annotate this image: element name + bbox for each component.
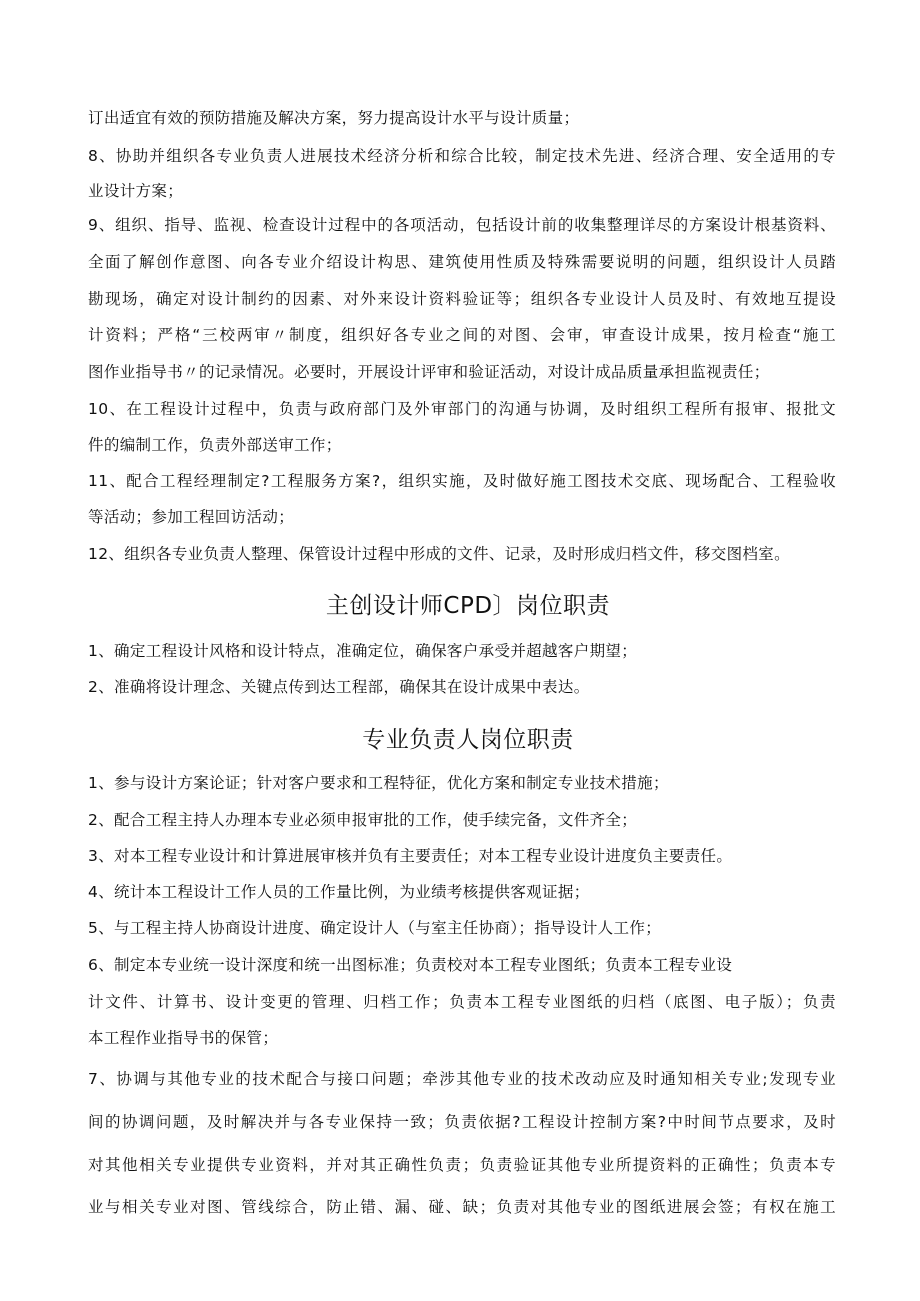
text-line: 2、准确将设计理念、关键点传到达工程部，确保其在设计成果中表达。 xyxy=(88,678,590,696)
section-title-cpd: 主创设计师CPD〕岗位职责 xyxy=(325,593,611,619)
section-title-discipline-lead: 专业负责人岗位职责 xyxy=(362,727,574,753)
text-line: 6、制定本专业统一设计深度和统一出图标准；负责校对本工程专业图纸；负责本工程专业设 xyxy=(88,956,733,974)
text-line: 勘现场，确定对设计制约的因素、对外来设计资料验证等；组织各专业设计人员及时、有效地互提设 xyxy=(88,290,836,308)
text-line: 2、配合工程主持人办理本专业必须申报审批的工作，使手续完备，文件齐全； xyxy=(88,811,638,829)
text-line: 等活动；参加工程回访活动； xyxy=(88,508,295,526)
text-line: 11、配合工程经理制定?工程服务方案?，组织实施，及时做好施工图技术交底、现场配合、工程验收 xyxy=(88,472,836,490)
text-line: 图作业指导书〃的记录情况。必要时，开展设计评审和验证活动，对设计成品质量承担监视责任； xyxy=(88,363,770,381)
text-line: 12、组织各专业负责人整理、保管设计过程中形成的文件、记录，及时形成归档文件，移交图档室。 xyxy=(88,545,790,563)
text-line: 计文件、计算书、设计变更的管理、归档工作；负责本工程专业图纸的归档（底图、电子版）；负责 xyxy=(88,993,836,1011)
text-line: 业与相关专业对图、管线综合，防止错、漏、碰、缺；负责对其他专业的图纸进展会签；有权在施工 xyxy=(88,1198,836,1216)
text-line: 7、协调与其他专业的技术配合与接口问题；牵涉其他专业的技术改动应及时通知相关专业;发现专业 xyxy=(88,1070,836,1088)
text-line: 8、协助并组织各专业负责人进展技术经济分析和综合比较，制定技术先进、经济合理、安全适用的专 xyxy=(88,147,836,165)
text-line: 9、组织、指导、监视、检查设计过程中的各项活动，包括设计前的收集整理详尽的方案设计根基资料、 xyxy=(88,216,836,234)
text-line: 本工程作业指导书的保管； xyxy=(88,1029,279,1047)
text-line: 对其他相关专业提供专业资料，并对其正确性负责；负责验证其他专业所提资料的正确性；负责本专 xyxy=(88,1156,836,1174)
text-line: 10、在工程设计过程中，负责与政府部门及外审部门的沟通与协调，及时组织工程所有报审、报批文 xyxy=(88,400,836,418)
text-line: 全面了解创作意图、向各专业介绍设计构思、建筑使用性质及特殊需要说明的问题，组织设计人员踏 xyxy=(88,253,836,271)
text-line: 业设计方案； xyxy=(88,182,184,200)
text-line: 1、参与设计方案论证；针对客户要求和工程特征，优化方案和制定专业技术措施； xyxy=(88,774,669,792)
text-line: 订出适宜有效的预防措施及解决方案，努力提高设计水平与设计质量； xyxy=(88,109,580,127)
text-line: 件的编制工作，负责外部送审工作； xyxy=(88,436,342,454)
text-line: 计资料；严格“三校两审〃制度，组织好各专业之间的对图、会审，审查设计成果，按月检查“施工 xyxy=(88,326,836,344)
text-line: 5、与工程主持人协商设计进度、确定设计人（与室主任协商）；指导设计人工作； xyxy=(88,919,662,937)
text-line: 间的协调问题，及时解决并与各专业保持一致；负责依据?工程设计控制方案?中时间节点要求，及时 xyxy=(88,1113,836,1131)
text-line: 4、统计本工程设计工作人员的工作量比例，为业绩考核提供客观证据； xyxy=(88,883,590,901)
text-line: 3、对本工程专业设计和计算进展审核并负有主要责任；对本工程专业设计进度负主要责任。 xyxy=(88,847,733,865)
text-line: 1、确定工程设计风格和设计特点，准确定位，确保客户承受并超越客户期望； xyxy=(88,642,638,660)
